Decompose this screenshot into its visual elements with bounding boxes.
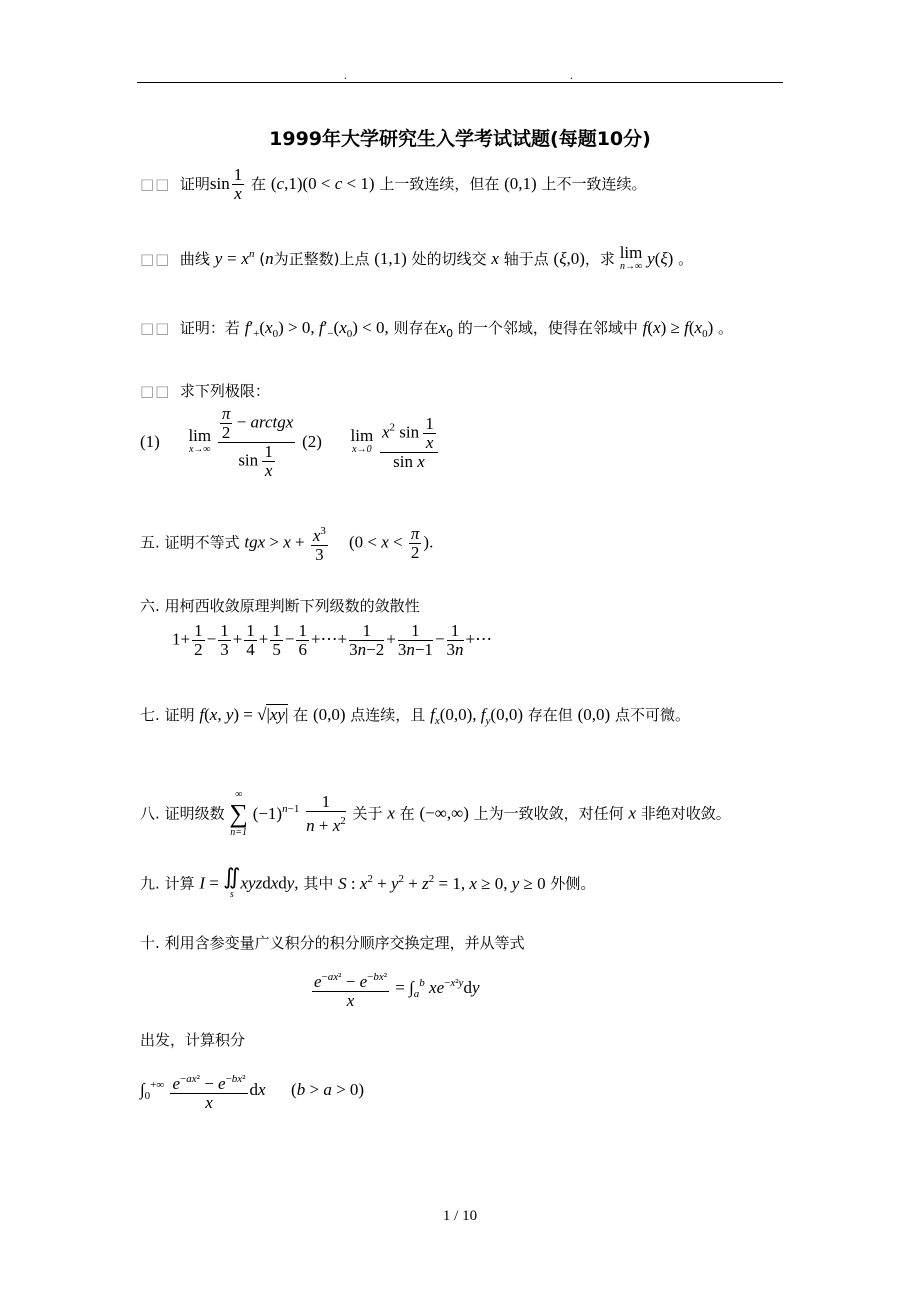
q3-text-c: 的一个邻域，使得在邻域中 [457,319,638,337]
question-8: 八. 证明级数 ∞ ∑ n=1 $(-1)^{n-1}$ $\frac{1}{n + x^2}$ 关于 x 在 (−∞,∞) 上为一致收敛，对任何 x 非绝对收敛。 [140,789,731,838]
q7-text-c: 点连续，且 [350,706,426,724]
q8-text-c: 在 [399,804,415,823]
q7-text-d: 存在但 [527,706,573,724]
q6-text: 用柯西收敛原理判断下列级数的敛散性 [164,597,420,615]
q10-number: 十. [140,934,160,952]
q8-text-a: 证明级数 [164,804,225,823]
header-dot-left: . [344,68,347,82]
q1-text-b: 在 [251,175,267,193]
q2-text-e: 轴于点 [503,250,549,268]
q1-text-d: 上不一致连续。 [541,175,647,193]
question-4 [140,381,270,401]
q2-text-d: 处的切线交 [411,250,487,268]
q3-text-a: 证明：若 [179,319,240,337]
q6-number: 六. [140,597,160,615]
question-3: □□ 证明：若 $f'_+(x_0) > 0$, $f'_-(x_0) < 0$, 则存在$x_0$ 的一个邻域，使得在邻域中 $f(x) \ge f(x_0)$ 。 [140,318,734,340]
question-9: 九. 计算 I = ∬ s xyzdxdy, 其中 S : $x^2 + y^2 + z^2 = 1$, x ≥ 0, y ≥ 0 外侧。 [140,864,596,900]
question-10 [140,933,525,953]
question-10-text2 [140,1030,245,1050]
q2-text-g: 。 [678,250,694,268]
q9-text-b: 其中 [303,874,334,893]
q7-text-e: 点不可微。 [614,706,690,724]
q7-number: 七. [140,706,160,724]
page-title: 1999年大学研究生入学考试试题(每题10分) [269,128,651,150]
q2-text-c: 为正整数)上点 [273,250,370,268]
q7-text-a: 证明 [164,706,195,724]
q2-text-f: ，求 [584,250,615,268]
page-footer: 1 / 10 [442,1208,478,1224]
q5-number: 五. [140,533,160,552]
header-dot-right: . [570,68,573,82]
q7-text-b: 在 [293,706,309,724]
q3-text-b: 则存在 [393,319,439,337]
question-10-equation: $\frac{e^{-ax^2} - e^{-bx^2}}{x}$ = $\int_a^b$ $xe^{-x^2y}dy$ [310,968,479,1010]
q10-text: 利用含参变量广义积分的积分顺序交换定理，并从等式 [164,934,525,952]
q2-number: □□ [140,250,171,268]
q8-text-e: 非绝对收敛。 [640,804,731,823]
q2-text-a: 曲线 [179,250,210,268]
q10-text2: 出发，计算积分 [140,1031,246,1049]
question-1: □□ 证明sin $\frac{1}{x}$ 在 (c,1)(0 < c < 1) 上一致连续，但在 (0,1) 上不一致连续。 [140,165,647,203]
q9-text-c: 外侧。 [550,874,596,893]
q4-text: 求下列极限： [179,382,270,400]
q2-text-b: ( [259,250,266,268]
question-7: 七. 证明 f(x, y) = √|xy| 在 (0,0) 点连续，且 $f_x(0,0)$, $f_y(0,0)$ 存在但 (0,0) 点不可微。 [140,705,690,727]
q4-part1: (1) [140,432,160,451]
q1-text-c: 上一致连续，但在 [379,175,500,193]
q4-number: □□ [140,382,171,400]
q8-text-b: 关于 [352,804,383,823]
question-2: □□ 曲线 $y = x^n$ (n为正整数)上点 (1,1) 处的切线交 x 轴于点 (ξ,0)，求 lim n→∞ y(ξ) 。 [140,242,694,272]
q8-number: 八. [140,804,160,823]
q1-text-a: 证明 [179,175,210,193]
q8-text-d: 上为一致收敛，对任何 [473,804,624,823]
q1-number: □□ [140,175,171,193]
q4-part2: (2) [302,432,322,451]
question-6 [140,596,420,616]
header-rule [137,82,783,83]
question-6-series: 1+ $\frac{1}{2}$ − $\frac{1}{3}$ + $\frac{1}{4}$ + $\frac{1}{5}$ − $\frac{1}{6}$ +⋯+ $\frac{1}{3n-2}$ + $\frac{1}{3n-1}$ − $\frac{1}{3n}$ +⋯ [172,621,493,659]
q3-text-d: 。 [718,319,734,337]
question-10-integral: $\int_0^{+\infty}$ $\frac{e^{-ax^2} - e^{-bx^2}}{x}$ dx (b > a > 0) [140,1070,364,1112]
q3-number: □□ [140,319,171,337]
question-4-limits: (1) lim x→∞ $\frac{\pi}{2}$ − arctgx sin $\frac{1}{x}$ (2) lim x→0 $x^2$ sin $\frac{1}{x}$ sin x [140,405,440,480]
question-5: 五. 证明不等式 tgx > x + $\frac{x^3}{3}$ (0 < x < $\frac{\pi}{2}$ ). [140,523,434,564]
q5-text: 证明不等式 [164,533,240,552]
q9-number: 九. [140,874,160,893]
q9-text-a: 计算 [164,874,195,893]
